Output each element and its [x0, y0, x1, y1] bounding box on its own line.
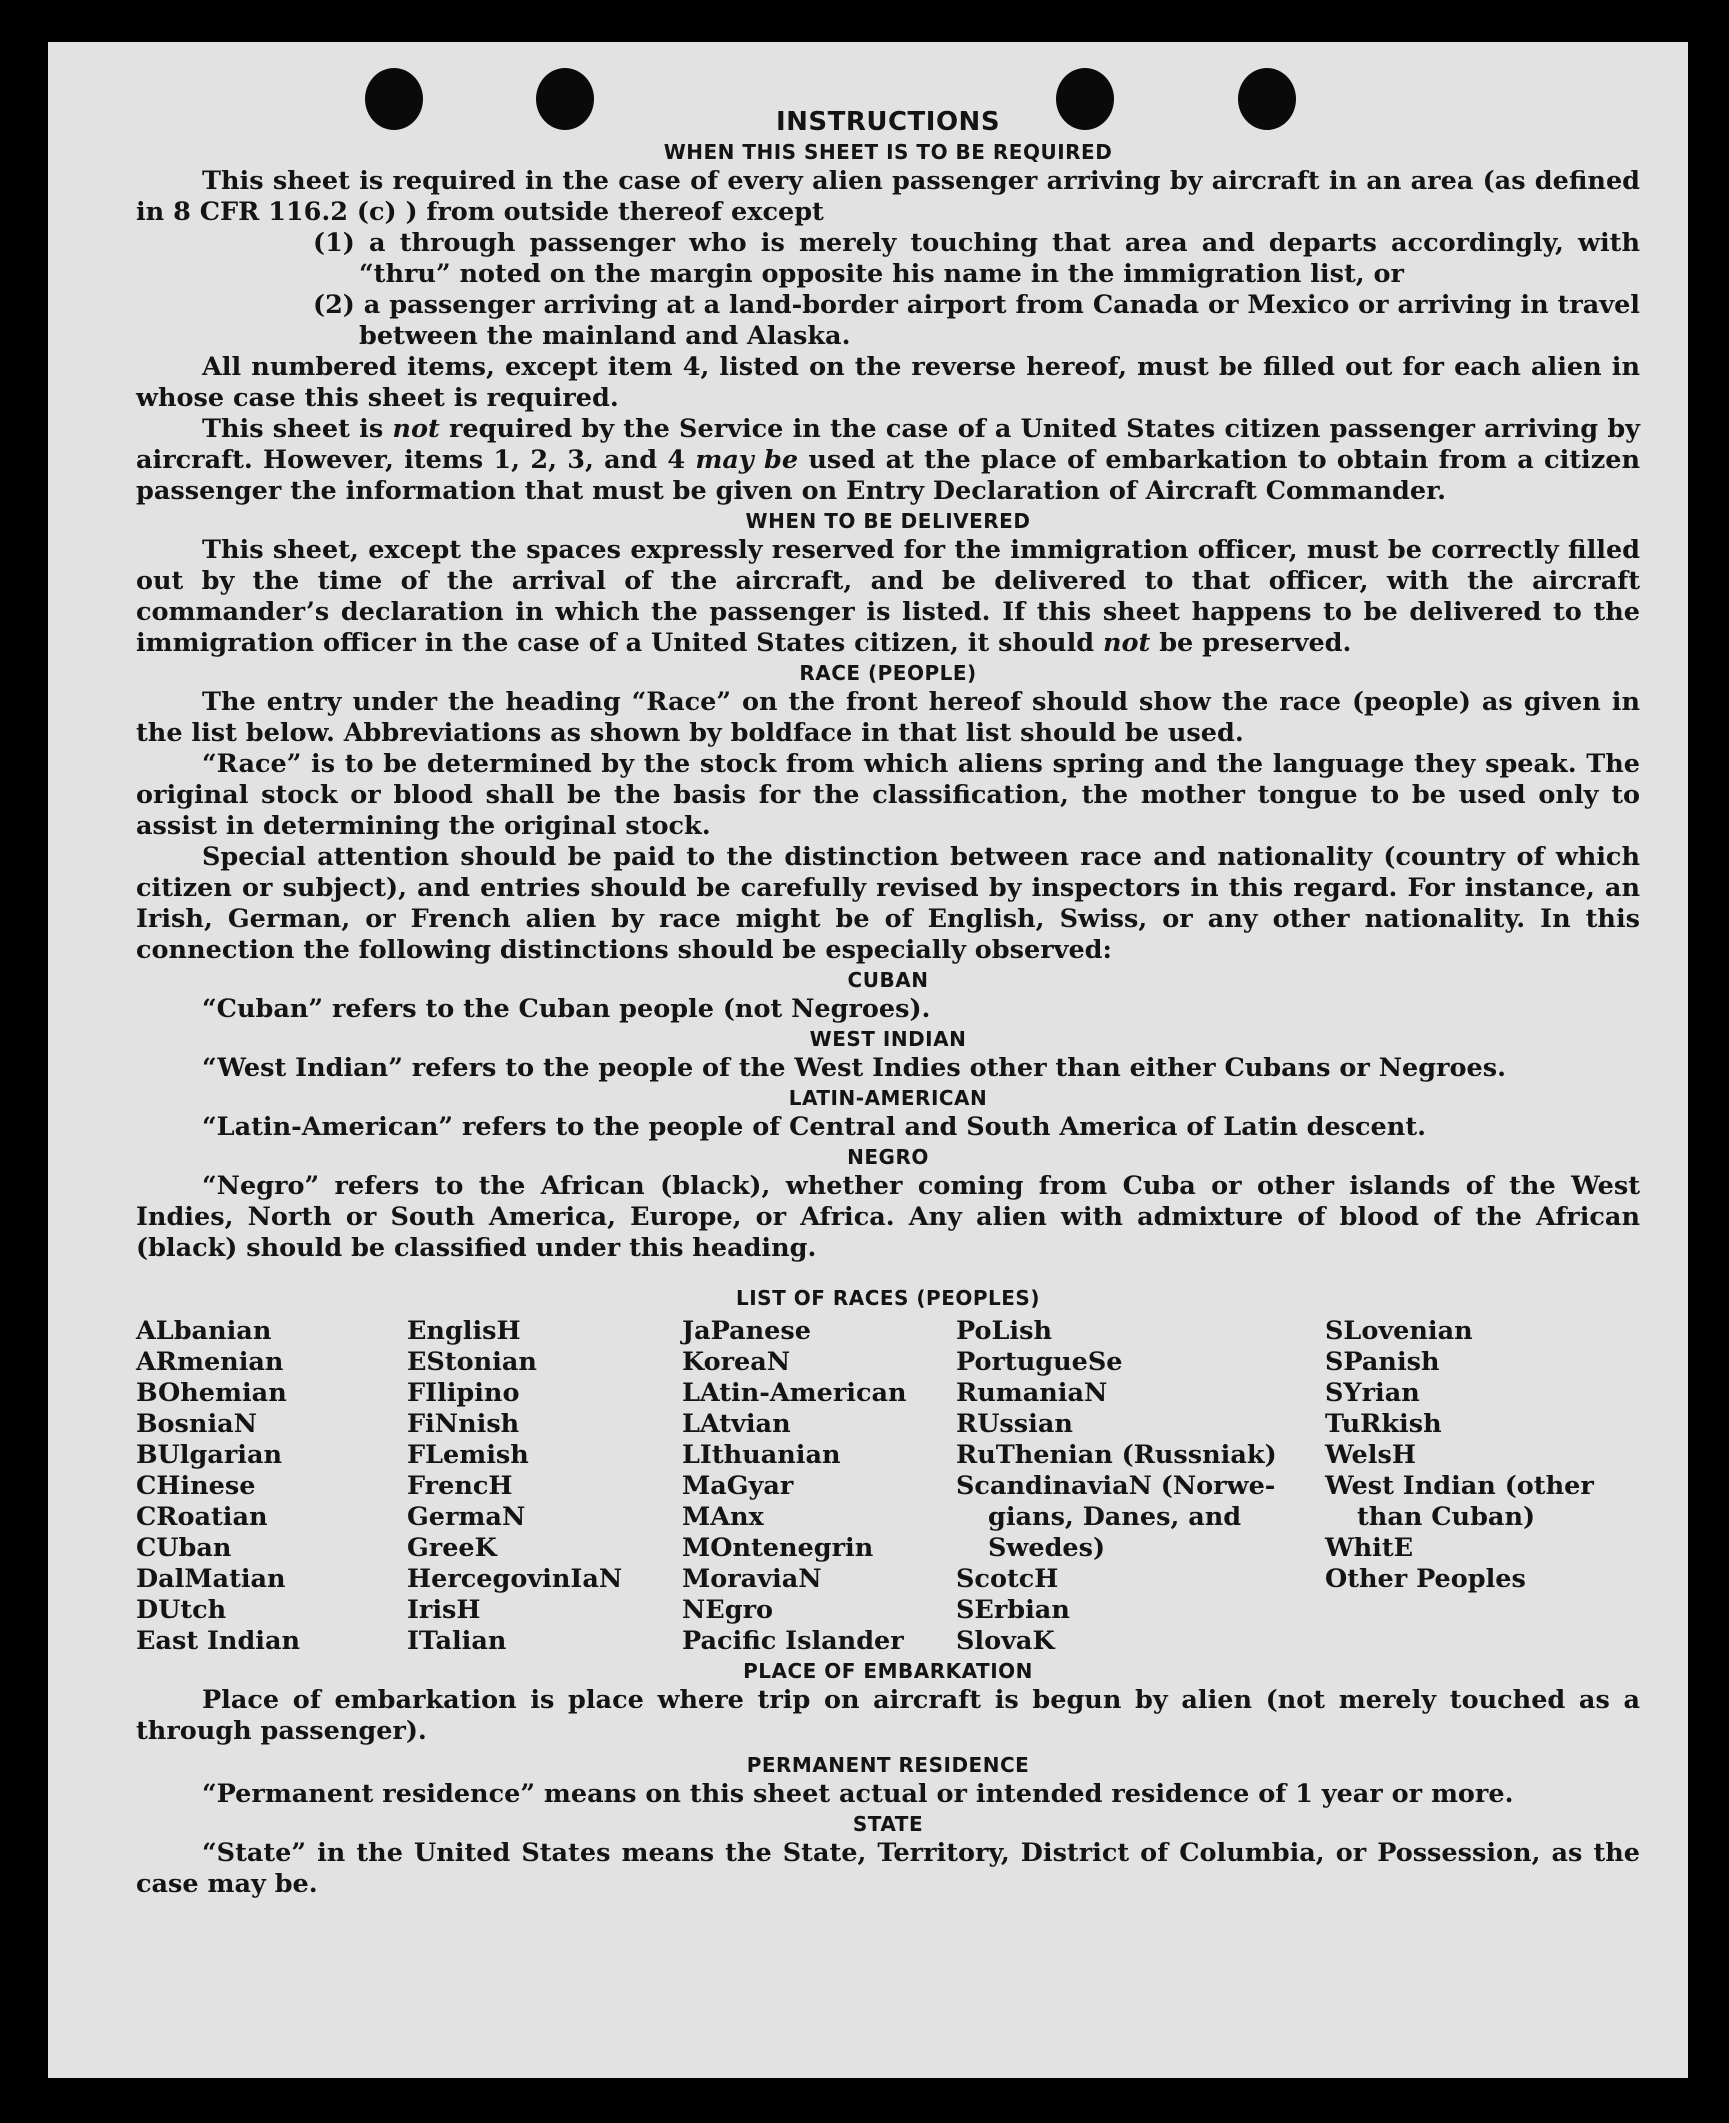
race-item: EnglisH	[407, 1316, 521, 1346]
races-column	[407, 1316, 682, 1657]
paragraph: “State” in the United States means the State, Territory, District of Columbia, or Possession, as the case may be.	[136, 1838, 1640, 1899]
section-heading-race: RACE (PEOPLE)	[799, 661, 977, 685]
race-item: DUtch	[136, 1595, 227, 1625]
race-item: RUssian	[956, 1409, 1073, 1439]
text-run: required by the Service in the case of a United States citizen passenger arriving by aircraft. However, items 1, 2, 3, and 4	[136, 414, 1640, 475]
race-item: ALbanian	[136, 1316, 272, 1346]
race-item: BosniaN	[136, 1409, 257, 1439]
race-item: PortugueSe	[956, 1347, 1123, 1377]
race-item: NEgro	[682, 1595, 774, 1625]
paragraph: “Cuban” refers to the Cuban people (not Negroes).	[202, 994, 931, 1024]
race-item: BUlgarian	[136, 1440, 283, 1470]
race-item: GermaN	[407, 1502, 526, 1532]
race-item: IrisH	[407, 1595, 481, 1625]
race-item: PoLish	[956, 1316, 1053, 1346]
section-heading-required: WHEN THIS SHEET IS TO BE REQUIRED	[663, 140, 1113, 164]
race-item: ITalian	[407, 1626, 507, 1656]
text-run: used at the place of embarkation to obtain from a citizen passenger the information that must be given on Entry Declaration of Aircraft Commander.	[136, 445, 1640, 506]
text-run: This sheet is	[202, 414, 393, 444]
races-list-heading: LIST OF RACES (PEOPLES)	[736, 1286, 1040, 1310]
race-item: KoreaN	[682, 1347, 791, 1377]
race-item: MAnx	[682, 1502, 764, 1532]
race-item: FiNnish	[407, 1409, 520, 1439]
section-heading-residence: PERMANENT RESIDENCE	[746, 1753, 1030, 1777]
race-item: ScandinaviaN (Norwe-	[956, 1471, 1276, 1501]
race-item: GreeK	[407, 1533, 497, 1563]
paragraph	[136, 414, 1640, 507]
text-run-italic: may be	[695, 445, 799, 475]
text-run-italic: not	[392, 414, 440, 444]
text-run: This sheet, except the spaces expressly reserved for the immigration officer, must be correctly filled out by the time of the arrival of the aircraft, and be delivered to that officer, with the aircraft commander’s declaration in which the passenger is listed. If this sheet happens to be delivered to the immigration officer in the case of a United States citizen, it should	[136, 535, 1640, 658]
race-item: West Indian (other	[1325, 1471, 1594, 1501]
race-item: CHinese	[136, 1471, 256, 1501]
text-run: be preserved.	[1150, 628, 1352, 658]
race-item: WelsH	[1325, 1440, 1416, 1470]
race-item: FrencH	[407, 1471, 513, 1501]
race-item: FIlipino	[407, 1378, 520, 1408]
race-item: East Indian	[136, 1626, 301, 1656]
race-item: LIthuanian	[682, 1440, 841, 1470]
paragraph: The entry under the heading “Race” on the front hereof should show the race (people) as given in the list below. Abbreviations as shown by boldface in that list should be used.	[136, 687, 1640, 748]
race-item: HercegovinIaN	[407, 1564, 623, 1594]
races-column	[1325, 1316, 1625, 1657]
race-item: DalMatian	[136, 1564, 286, 1594]
race-item: LAtvian	[682, 1409, 791, 1439]
race-item: MOntenegrin	[682, 1533, 874, 1563]
race-item: SLovenian	[1325, 1316, 1473, 1346]
section-heading-state: STATE	[852, 1812, 924, 1836]
section-heading-west-indian: WEST INDIAN	[809, 1027, 967, 1051]
race-item: RumaniaN	[956, 1378, 1108, 1408]
race-item: MaGyar	[682, 1471, 794, 1501]
section-heading-cuban: CUBAN	[847, 968, 929, 992]
exception-item-1: (1) a through passenger who is merely touching that area and departs accordingly, with “thru” noted on the margin opposite his name in the immigration list, or	[313, 228, 1640, 289]
race-item: EStonian	[407, 1347, 537, 1377]
race-item: CRoatian	[136, 1502, 268, 1532]
paragraph: “Latin-American” refers to the people of Central and South America of Latin descent.	[202, 1112, 1426, 1142]
race-item: SPanish	[1325, 1347, 1440, 1377]
section-heading-negro: NEGRO	[847, 1145, 929, 1169]
section-heading-embarkation: PLACE OF EMBARKATION	[743, 1659, 1033, 1683]
race-item: LAtin-American	[682, 1378, 907, 1408]
exception-item-2: (2) a passenger arriving at a land-border airport from Canada or Mexico or arriving in travel between the mainland and Alaska.	[313, 290, 1640, 351]
race-item: Other Peoples	[1325, 1564, 1526, 1594]
race-item: BOhemian	[136, 1378, 287, 1408]
race-item: TuRkish	[1325, 1409, 1442, 1439]
races-column	[682, 1316, 956, 1657]
race-item-continuation: Swedes)	[988, 1533, 1106, 1563]
section-heading-delivered: WHEN TO BE DELIVERED	[745, 509, 1031, 533]
paragraph	[136, 535, 1640, 659]
paragraph: Place of embarkation is place where trip on aircraft is begun by alien (not merely touched as a through passenger).	[136, 1685, 1640, 1746]
race-item: RuThenian (Russniak)	[956, 1440, 1277, 1470]
race-item: CUban	[136, 1533, 232, 1563]
races-column	[136, 1316, 407, 1657]
race-item: JaPanese	[682, 1316, 811, 1346]
page-title: INSTRUCTIONS	[775, 107, 1001, 137]
section-heading-latin-american: LATIN-AMERICAN	[788, 1086, 988, 1110]
race-item: SYrian	[1325, 1378, 1420, 1408]
race-item: ARmenian	[136, 1347, 284, 1377]
paragraph: “Race” is to be determined by the stock from which aliens spring and the language they speak. The original stock or blood shall be the basis for the classification, the mother tongue to be used only to assist in determining the original stock.	[136, 749, 1640, 841]
text-run-italic: not	[1102, 628, 1151, 658]
race-item: Pacific Islander	[682, 1626, 904, 1656]
race-item-continuation: gians, Danes, and	[988, 1502, 1242, 1532]
paragraph: “West Indian” refers to the people of the West Indies other than either Cubans or Negroes.	[202, 1053, 1506, 1083]
race-item: ScotcH	[956, 1564, 1059, 1594]
instructions-content	[136, 106, 1640, 1900]
paragraph: This sheet is required in the case of every alien passenger arriving by aircraft in an area (as defined in 8 CFR 116.2 (c) ) from outside thereof except	[136, 166, 1640, 227]
race-item: SErbian	[956, 1595, 1070, 1625]
paragraph: “Negro” refers to the African (black), whether coming from Cuba or other islands of the West Indies, North or South America, Europe, or Africa. Any alien with admixture of blood of the African (black) should be classified under this heading.	[136, 1171, 1640, 1263]
paragraph: All numbered items, except item 4, listed on the reverse hereof, must be filled out for each alien in whose case this sheet is required.	[136, 352, 1640, 413]
races-list	[136, 1316, 1640, 1657]
race-item: FLemish	[407, 1440, 529, 1470]
race-item-continuation: than Cuban)	[1357, 1502, 1536, 1532]
paragraph: “Permanent residence” means on this sheet actual or intended residence of 1 year or more.	[202, 1779, 1514, 1809]
races-column	[956, 1316, 1325, 1657]
race-item: WhitE	[1325, 1533, 1414, 1563]
race-item: SlovaK	[956, 1626, 1055, 1656]
document-sheet	[48, 42, 1688, 2078]
paragraph: Special attention should be paid to the distinction between race and nationality (country of which citizen or subject), and entries should be carefully revised by inspectors in this regard. For instance, an Irish, German, or French alien by race might be of English, Swiss, or any other nationality. In this connection the following distinctions should be especially observed:	[136, 842, 1640, 965]
race-item: MoraviaN	[682, 1564, 822, 1594]
